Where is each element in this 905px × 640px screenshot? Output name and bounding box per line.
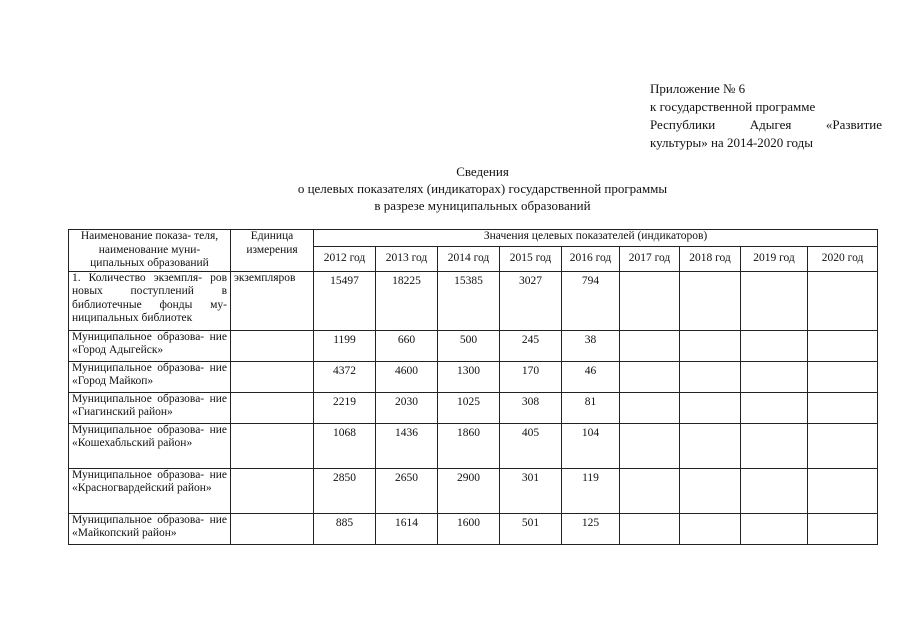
unit-cell: экземпляров: [231, 271, 314, 330]
appendix-word: Адыгея: [749, 117, 792, 132]
value-cell: 81: [562, 392, 620, 423]
year-header: 2012 год: [314, 246, 376, 271]
unit-cell: [231, 330, 314, 361]
value-cell: [620, 423, 680, 468]
value-cell: [680, 330, 741, 361]
value-cell: [620, 513, 680, 544]
value-cell: [620, 361, 680, 392]
indicator-name-cell: Муниципальное образова- ние «Красногвардейский район»: [69, 468, 231, 513]
value-cell: [620, 271, 680, 330]
appendix-note: [650, 80, 882, 152]
value-cell: 1025: [438, 392, 500, 423]
unit-cell: [231, 468, 314, 513]
value-cell: [808, 271, 878, 330]
value-cell: [808, 392, 878, 423]
table-row: [69, 392, 878, 423]
value-cell: 501: [500, 513, 562, 544]
value-cell: [808, 330, 878, 361]
table-row: [69, 468, 878, 513]
value-cell: [680, 271, 741, 330]
value-cell: [741, 271, 808, 330]
indicator-name-cell: Муниципальное образова- ние «Кошехабльский район»: [69, 423, 231, 468]
unit-cell: [231, 392, 314, 423]
value-cell: 794: [562, 271, 620, 330]
indicator-name-cell: Муниципальное образова- ние «Гиагинский район»: [69, 392, 231, 423]
value-cell: 170: [500, 361, 562, 392]
year-header: 2017 год: [620, 246, 680, 271]
unit-cell: [231, 423, 314, 468]
indicators-table: [68, 229, 878, 545]
table-body: [69, 271, 878, 544]
value-cell: 1068: [314, 423, 376, 468]
appendix-line-1: Приложение № 6: [650, 81, 746, 96]
table-row: [69, 330, 878, 361]
appendix-line-2: к государственной программе: [650, 99, 816, 114]
value-cell: [808, 361, 878, 392]
value-cell: [741, 468, 808, 513]
year-header: 2013 год: [376, 246, 438, 271]
value-cell: 500: [438, 330, 500, 361]
year-header: 2015 год: [500, 246, 562, 271]
heading-line-2: о целевых показателях (индикаторах) государственной программы: [297, 181, 668, 196]
value-cell: [680, 513, 741, 544]
table-row: [69, 423, 878, 468]
value-cell: [808, 513, 878, 544]
value-cell: 308: [500, 392, 562, 423]
value-cell: 301: [500, 468, 562, 513]
table-row: [69, 513, 878, 544]
value-cell: 1436: [376, 423, 438, 468]
value-cell: [680, 468, 741, 513]
year-header: 2020 год: [808, 246, 878, 271]
appendix-line-4: культуры» на 2014-2020 годы: [650, 135, 814, 150]
value-cell: 119: [562, 468, 620, 513]
appendix-word: Республики: [650, 117, 716, 132]
value-cell: [741, 513, 808, 544]
value-cell: [620, 468, 680, 513]
value-cell: 245: [500, 330, 562, 361]
appendix-word: «Развитие: [825, 117, 882, 132]
value-cell: 1614: [376, 513, 438, 544]
value-cell: [741, 392, 808, 423]
value-cell: 1600: [438, 513, 500, 544]
value-cell: 885: [314, 513, 376, 544]
value-cell: 1199: [314, 330, 376, 361]
value-cell: [741, 423, 808, 468]
value-cell: 15497: [314, 271, 376, 330]
column-header-values: Значения целевых показателей (индикаторов): [314, 230, 878, 247]
value-cell: 15385: [438, 271, 500, 330]
year-header: 2016 год: [562, 246, 620, 271]
value-cell: 660: [376, 330, 438, 361]
value-cell: [741, 330, 808, 361]
unit-cell: [231, 513, 314, 544]
value-cell: [808, 423, 878, 468]
column-header-unit: Единица измерения: [231, 230, 314, 272]
value-cell: [741, 361, 808, 392]
value-cell: [808, 468, 878, 513]
year-header: 2018 год: [680, 246, 741, 271]
value-cell: [620, 392, 680, 423]
value-cell: 104: [562, 423, 620, 468]
appendix-line-3: [650, 116, 882, 134]
value-cell: 2650: [376, 468, 438, 513]
value-cell: 1300: [438, 361, 500, 392]
indicator-name-cell: Муниципальное образова- ние «Город Адыгейск»: [69, 330, 231, 361]
value-cell: 4600: [376, 361, 438, 392]
value-cell: 46: [562, 361, 620, 392]
value-cell: [680, 392, 741, 423]
indicator-name-cell: Муниципальное образова- ние «Майкопский район»: [69, 513, 231, 544]
value-cell: 3027: [500, 271, 562, 330]
value-cell: [620, 330, 680, 361]
column-header-name: Наименование показа- теля, наименование муни- ципальных образований: [69, 230, 231, 272]
value-cell: 2900: [438, 468, 500, 513]
value-cell: 4372: [314, 361, 376, 392]
value-cell: 405: [500, 423, 562, 468]
table-row: [69, 361, 878, 392]
indicator-name-cell: 1. Количество экземпля- ров новых поступлений в библиотечные фонды му- ниципальных библиотек: [69, 271, 231, 330]
heading-title: Сведения: [456, 164, 509, 179]
value-cell: [680, 361, 741, 392]
unit-cell: [231, 361, 314, 392]
value-cell: 2850: [314, 468, 376, 513]
value-cell: 125: [562, 513, 620, 544]
year-header: 2014 год: [438, 246, 500, 271]
value-cell: [680, 423, 741, 468]
indicator-name-cell: Муниципальное образова- ние «Город Майкоп»: [69, 361, 231, 392]
heading-line-3: в разрезе муниципальных образований: [374, 198, 591, 213]
value-cell: 18225: [376, 271, 438, 330]
value-cell: 2219: [314, 392, 376, 423]
year-header: 2019 год: [741, 246, 808, 271]
value-cell: 2030: [376, 392, 438, 423]
value-cell: 38: [562, 330, 620, 361]
value-cell: 1860: [438, 423, 500, 468]
table-row: [69, 271, 878, 330]
document-heading: [0, 163, 905, 214]
